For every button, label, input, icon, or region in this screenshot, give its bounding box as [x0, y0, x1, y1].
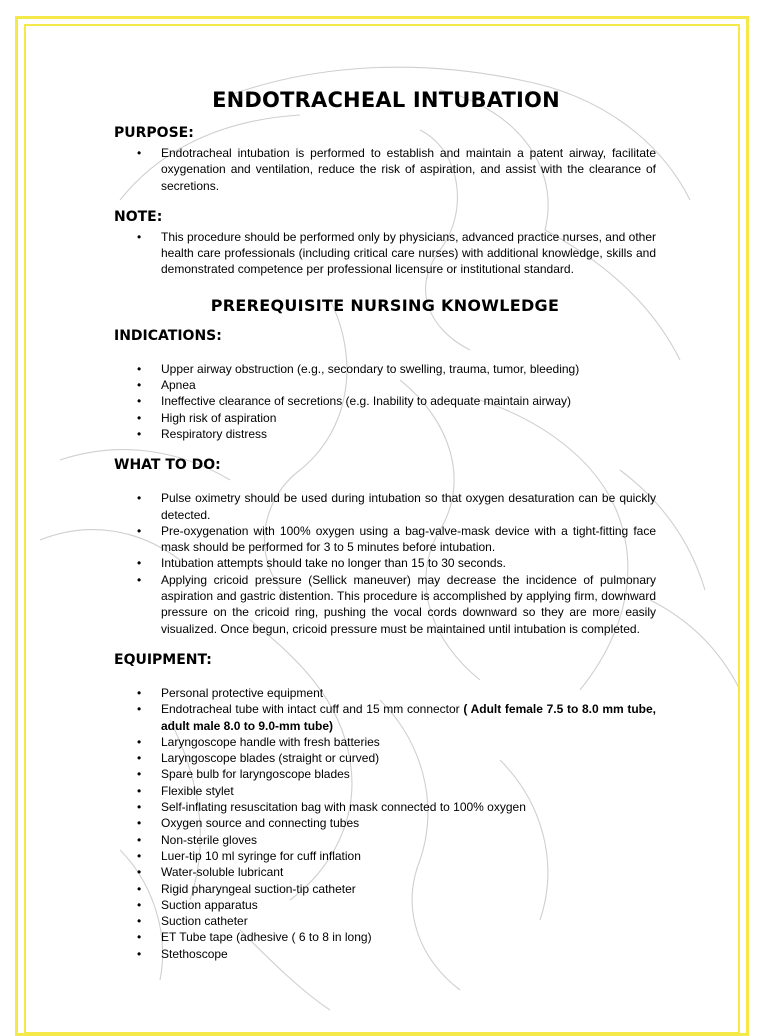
equipment-list — [114, 685, 656, 962]
list-item: • Pulse oximetry should be used during intubation so that oxygen desaturation can be quickly detected. — [114, 490, 656, 523]
list-item: • Personal protective equipment — [114, 685, 656, 701]
list-item: • Luer-tip 10 ml syringe for cuff inflation — [114, 848, 656, 864]
list-item: • Rigid pharyngeal suction-tip catheter — [114, 881, 656, 897]
list-item — [114, 701, 656, 734]
list-item: • Oxygen source and connecting tubes — [114, 815, 656, 831]
prerequisite-heading: PREREQUISITE NURSING KNOWLEDGE — [210, 295, 560, 315]
list-item: • Water-soluble lubricant — [114, 864, 656, 880]
note-heading: NOTE: — [114, 208, 163, 225]
equipment-item-text: Endotracheal tube with intact cuff and 15 mm connector — [161, 702, 460, 717]
equipment-heading: EQUIPMENT: — [114, 651, 212, 668]
list-item: • This procedure should be performed only by physicians, advanced practice nurses, and other health care professionals (including critical care nurses) with additional knowledge, skills and demonstrated competence per professional licensure or institutional standard. — [114, 229, 656, 278]
list-item: • Respiratory distress — [114, 426, 656, 442]
list-item: • Intubation attempts should take no longer than 15 to 30 seconds. — [114, 555, 656, 571]
list-item: • Self-inflating resuscitation bag with mask connected to 100% oxygen — [114, 799, 656, 815]
what-to-do-list — [114, 490, 656, 637]
tube-size-note: ( Adult female 7.5 to 8.0 mm tube, adult male 8.0 to 9.0-mm tube) — [161, 702, 656, 733]
list-item: • Upper airway obstruction (e.g., secondary to swelling, trauma, tumor, bleeding) — [114, 361, 656, 377]
list-item: • High risk of aspiration — [114, 410, 656, 426]
purpose-list — [114, 145, 656, 194]
list-item: • Suction apparatus — [114, 897, 656, 913]
list-item: • Ineffective clearance of secretions (e.g. Inability to adequate maintain airway) — [114, 393, 656, 409]
list-item: • Apnea — [114, 377, 656, 393]
list-item: • Laryngoscope blades (straight or curved) — [114, 750, 656, 766]
list-item: • Endotracheal intubation is performed to establish and maintain a patent airway, facilitate oxygenation and ventilation, reduce the risk of aspiration, and assist with the clearance of secretions. — [114, 145, 656, 194]
list-item: • Suction catheter — [114, 913, 656, 929]
list-item: • ET Tube tape (adhesive ( 6 to 8 in long) — [114, 929, 656, 945]
list-item: • Spare bulb for laryngoscope blades — [114, 766, 656, 782]
document-page — [114, 88, 656, 962]
list-item: • Laryngoscope handle with fresh batteries — [114, 734, 656, 750]
list-item: • Non-sterile gloves — [114, 832, 656, 848]
list-item: • Applying cricoid pressure (Sellick maneuver) may decrease the incidence of pulmonary aspiration and gastric distention. This procedure is accomplished by applying firm, downward pressure on the cricoid ring, pushing the vocal cords downward so they are more easily visualized. Once begun, cricoid pressure must be maintained until intubation is completed. — [114, 572, 656, 637]
list-item: • Stethoscope — [114, 946, 656, 962]
note-list — [114, 229, 656, 278]
what-to-do-heading: WHAT TO DO: — [114, 457, 221, 474]
purpose-heading: PURPOSE: — [114, 125, 194, 141]
indications-list — [114, 361, 656, 442]
list-item: • Pre-oxygenation with 100% oxygen using a bag-valve-mask device with a tight-fitting face mask should be performed for 3 to 5 minutes before intubation. — [114, 523, 656, 556]
list-item: • Flexible stylet — [114, 783, 656, 799]
indications-heading: INDICATIONS: — [114, 327, 222, 344]
document-title: ENDOTRACHEAL INTUBATION — [212, 88, 560, 112]
